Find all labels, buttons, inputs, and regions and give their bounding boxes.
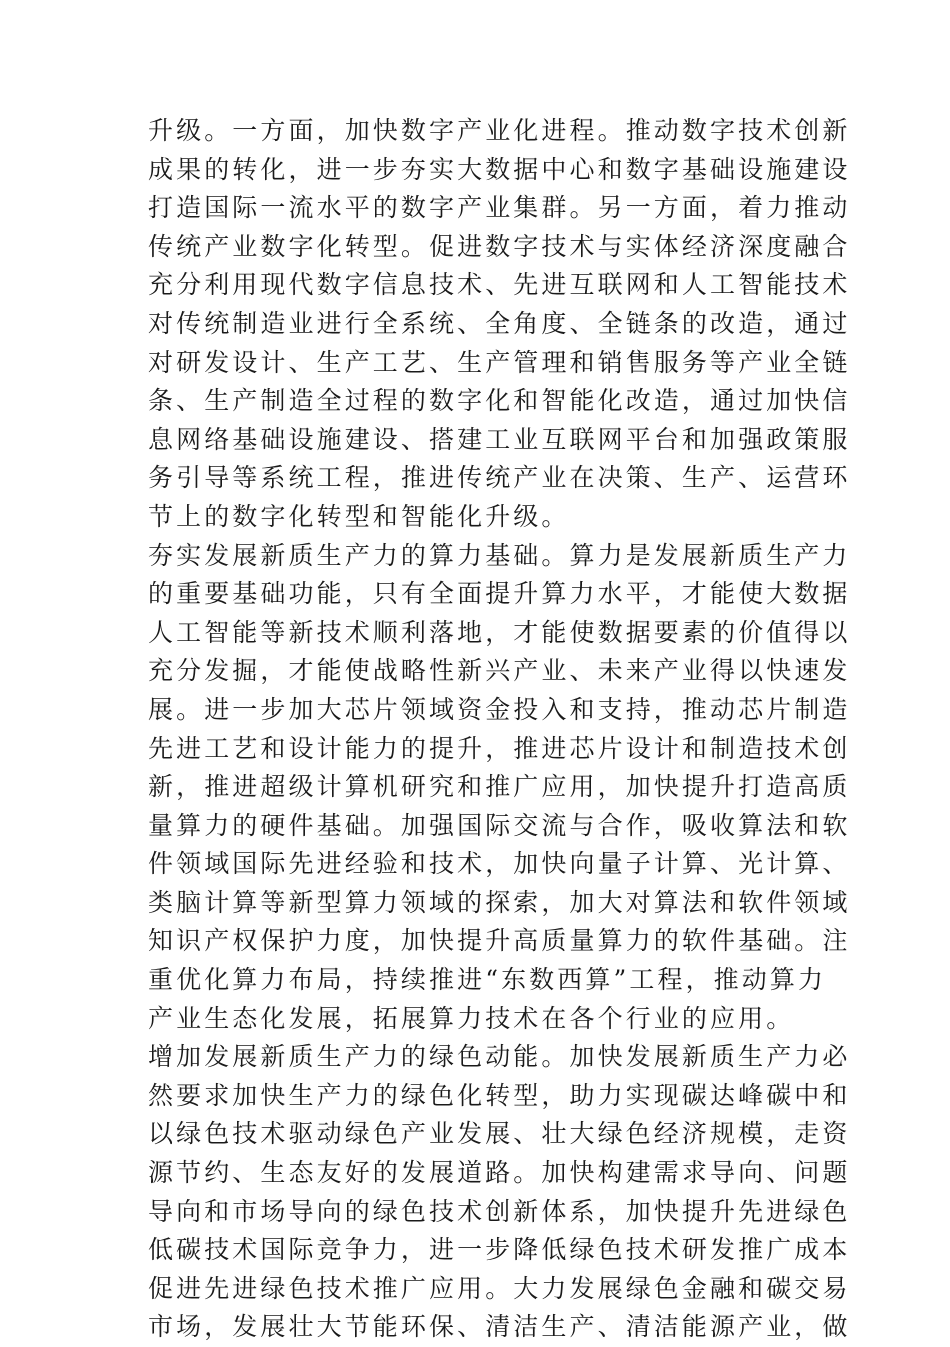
text-line: 对研发设计、生产工艺、生产管理和销售服务等产业全链 bbox=[148, 347, 851, 377]
text-line: 新，推进超级计算机研究和推广应用，加快提升打造高质 bbox=[148, 772, 851, 802]
text-line: 人工智能等新技术顺利落地，才能使数据要素的价值得以 bbox=[148, 617, 851, 647]
text-line: 升级。一方面，加快数字产业化进程。推动数字技术创新 bbox=[148, 116, 851, 145]
text-line: 节上的数字化转型和智能化升级。 bbox=[148, 501, 570, 531]
text-line: 成果的转化，进一步夯实大数据中心和数字基础设施建设 bbox=[148, 154, 851, 184]
text-line: 的重要基础功能，只有全面提升算力水平，才能使大数据 bbox=[148, 579, 851, 609]
text-line: 展。进一步加大芯片领域资金投入和支持，推动芯片制造 bbox=[148, 694, 851, 724]
text-line: 低碳技术国际竞争力，进一步降低绿色技术研发推广成本 bbox=[148, 1235, 851, 1265]
text-line: 知识产权保护力度，加快提升高质量算力的软件基础。注 bbox=[148, 926, 851, 956]
text-line: 充分利用现代数字信息技术、先进互联网和人工智能技术 bbox=[148, 270, 851, 300]
text-line: 件领域国际先进经验和技术，加快向量子计算、光计算、 bbox=[148, 849, 851, 879]
text-line: 充分发掘，才能使战略性新兴产业、未来产业得以快速发 bbox=[148, 656, 851, 686]
body-text bbox=[148, 112, 851, 1347]
text-line: 促进先进绿色技术推广应用。大力发展绿色金融和碳交易 bbox=[148, 1273, 851, 1303]
text-line: 源节约、生态友好的发展道路。加快构建需求导向、问题 bbox=[148, 1158, 851, 1188]
text-line: 对传统制造业进行全系统、全角度、全链条的改造，通过 bbox=[148, 308, 851, 338]
text-line: 市场，发展壮大节能环保、清洁生产、清洁能源产业，做 bbox=[148, 1312, 851, 1342]
text-line: 息网络基础设施建设、搭建工业互联网平台和加强政策服 bbox=[148, 424, 851, 454]
text-line: 先进工艺和设计能力的提升，推进芯片设计和制造技术创 bbox=[148, 733, 851, 763]
text-line: 以绿色技术驱动绿色产业发展、壮大绿色经济规模，走资 bbox=[148, 1119, 851, 1149]
text-line: 传统产业数字化转型。促进数字技术与实体经济深度融合 bbox=[148, 231, 851, 261]
text-line: 然要求加快生产力的绿色化转型，助力实现碳达峰碳中和 bbox=[148, 1080, 851, 1110]
text-line: 增加发展新质生产力的绿色动能。加快发展新质生产力必 bbox=[148, 1042, 851, 1072]
text-line: 打造国际一流水平的数字产业集群。另一方面，着力推动 bbox=[148, 193, 851, 223]
text-line: 量算力的硬件基础。加强国际交流与合作，吸收算法和软 bbox=[148, 810, 851, 840]
text-line: 务引导等系统工程，推进传统产业在决策、生产、运营环 bbox=[148, 463, 851, 493]
text-line: 夯实发展新质生产力的算力基础。算力是发展新质生产力 bbox=[148, 540, 851, 570]
text-line: 条、生产制造全过程的数字化和智能化改造，通过加快信 bbox=[148, 386, 851, 416]
text-line: 产业生态化发展，拓展算力技术在各个行业的应用。 bbox=[148, 1003, 795, 1033]
text-line: 类脑计算等新型算力领域的探索，加大对算法和软件领域 bbox=[148, 887, 851, 917]
text-line: 重优化算力布局，持续推进“东数西算”工程，推动算力 bbox=[148, 965, 827, 995]
text-line: 导向和市场导向的绿色技术创新体系，加快提升先进绿色 bbox=[148, 1196, 851, 1226]
